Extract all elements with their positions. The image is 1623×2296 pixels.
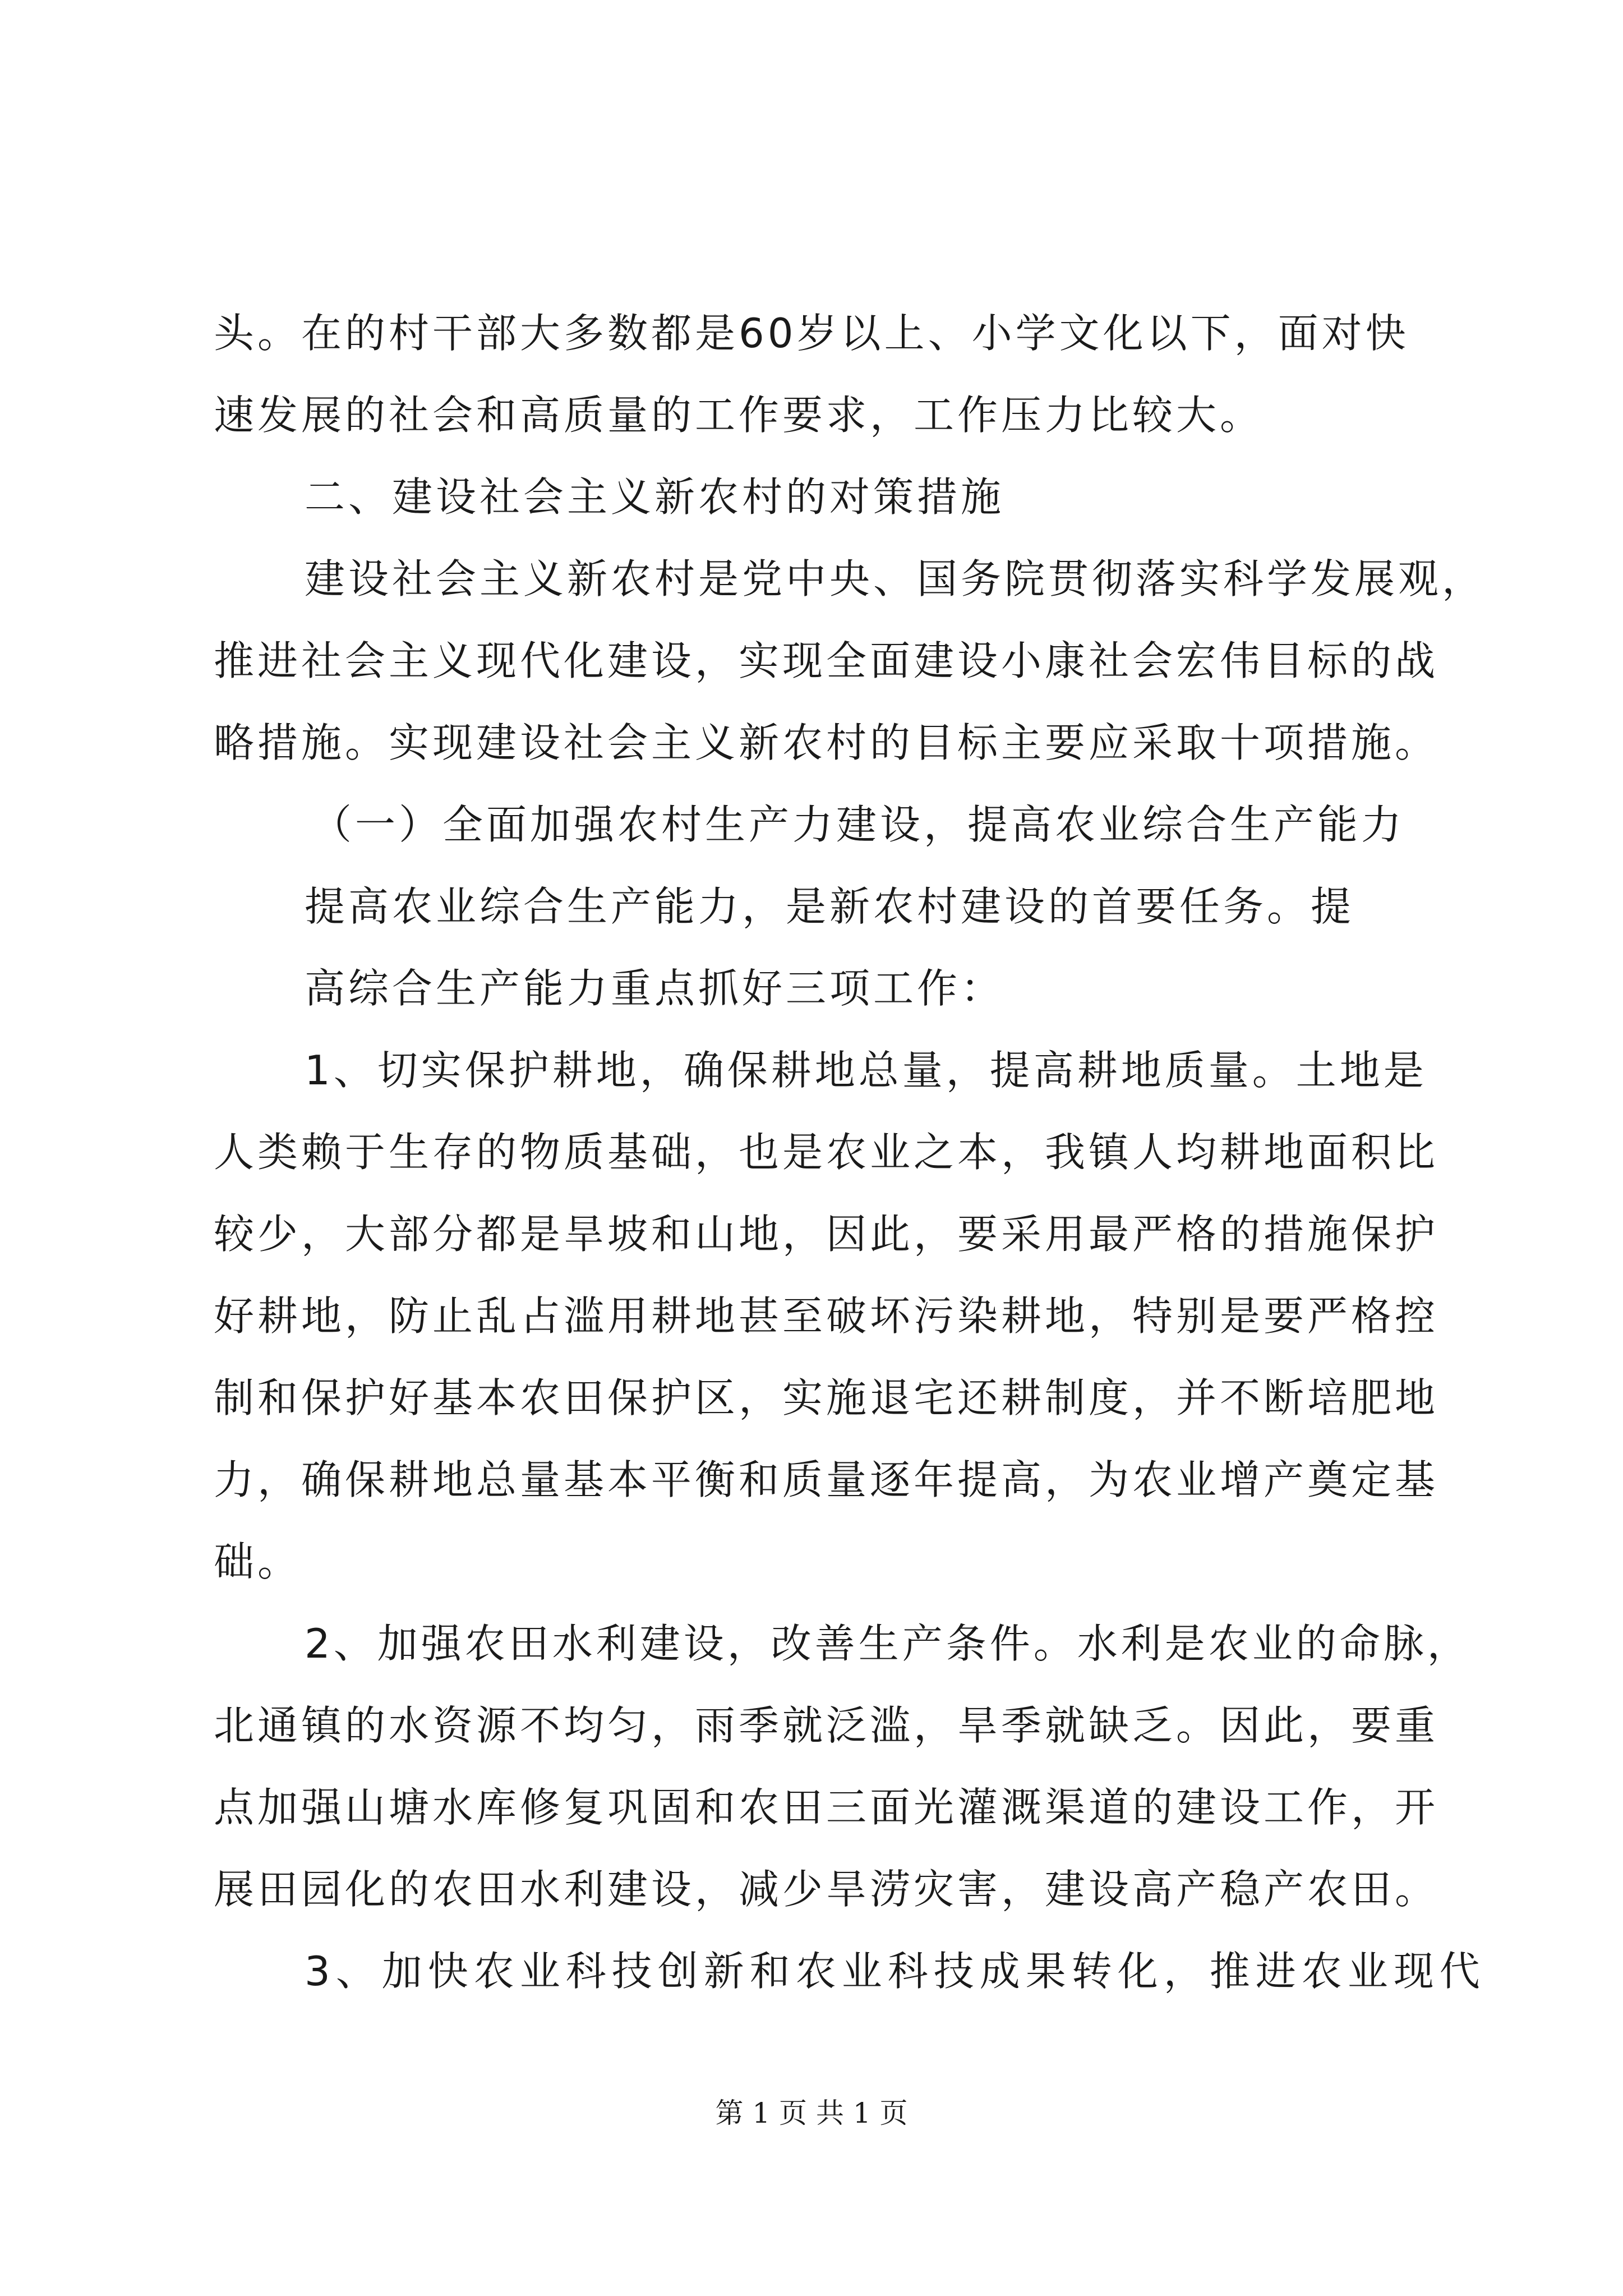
page-number-footer: 第 1 页 共 1 页 [715,2097,908,2129]
list-item-line: 1、切实保护耕地，确保耕地总量，提高耕地质量。土地是 [305,1047,1427,1094]
list-item-line: 3、加快农业科技创新和农业科技成果转化，推进农业现代 [305,1948,1486,1995]
body-line: 较少，大部分都是旱坡和山地，因此，要采用最严格的措施保护 [214,1211,1439,1258]
body-line: 础。 [214,1538,302,1585]
body-line: 人类赖于生存的物质基础，也是农业之本，我镇人均耕地面积比 [214,1129,1439,1176]
body-line: 制和保护好基本农田保护区，实施退宅还耕制度，并不断培肥地 [214,1374,1439,1421]
body-line: 建设社会主义新农村是党中央、国务院贯彻落实科学发展观， [305,555,1486,602]
body-line: 头。在的村干部大多数都是60岁以上、小学文化以下，面对快 [214,310,1409,357]
body-line: 力，确保耕地总量基本平衡和质量逐年提高，为农业增产奠定基 [214,1456,1439,1503]
list-item-line: 2、加强农田水利建设，改善生产条件。水利是农业的命脉， [305,1620,1471,1667]
body-line: 略措施。实现建设社会主义新农村的目标主要应采取十项措施。 [214,719,1439,766]
body-line: 提高农业综合生产能力，是新农村建设的首要任务。提 [305,883,1355,930]
body-line: 点加强山塘水库修复巩固和农田三面光灌溉渠道的建设工作，开 [214,1784,1439,1831]
section-heading: 二、建设社会主义新农村的对策措施 [305,473,1005,521]
body-line: 展田园化的农田水利建设，减少旱涝灾害，建设高产稳产农田。 [214,1866,1439,1913]
subsection-heading: （一）全面加强农村生产力建设，提高农业综合生产能力 [311,801,1405,848]
body-line: 速发展的社会和高质量的工作要求，工作压力比较大。 [214,392,1264,439]
body-line: 高综合生产能力重点抓好三项工作： [305,965,1005,1012]
body-line: 推进社会主义现代化建设，实现全面建设小康社会宏伟目标的战 [214,637,1439,684]
body-line: 好耕地，防止乱占滥用耕地甚至破坏污染耕地，特别是要严格控 [214,1292,1439,1340]
body-line: 北通镇的水资源不均匀，雨季就泛滥，旱季就缺乏。因此，要重 [214,1702,1439,1749]
